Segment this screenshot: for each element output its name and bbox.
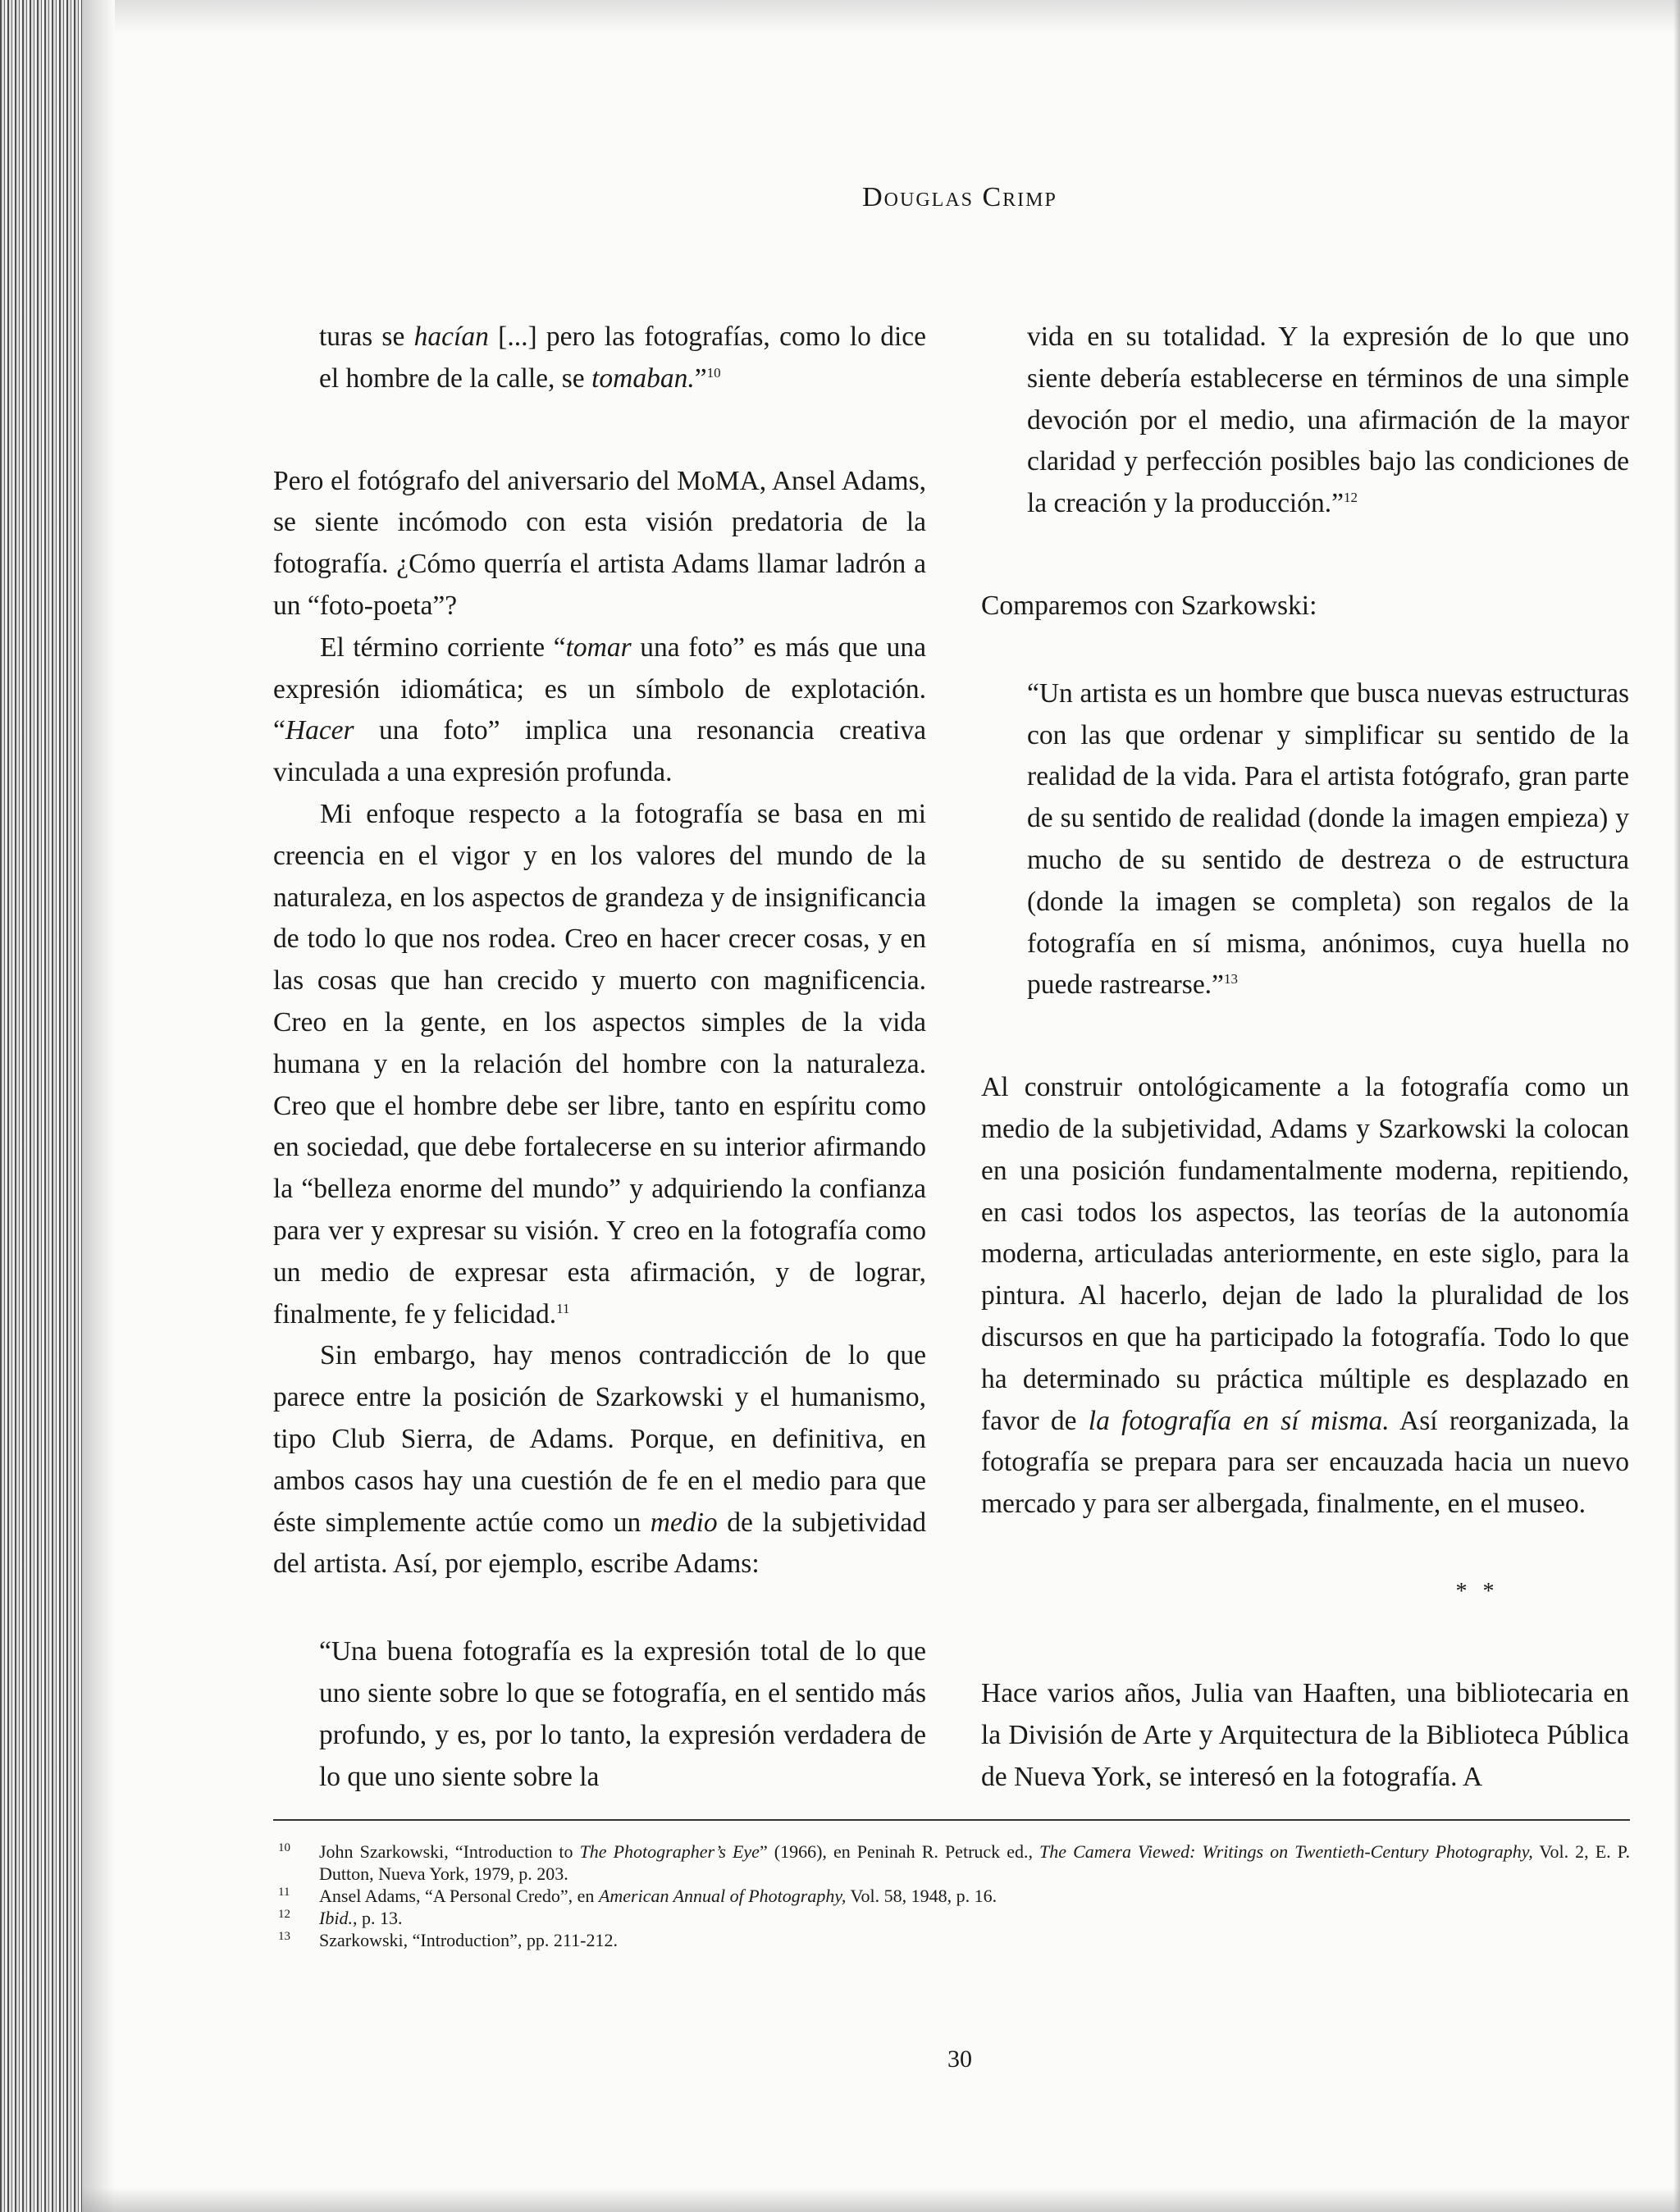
text-run: , p. 13. [352,1908,403,1928]
paragraph [981,1673,1629,1798]
text-run: Vol. 58, 1948, p. 16. [846,1886,998,1906]
scan-top-edge [115,0,1680,33]
text-run: Mi enfoque respecto a la fotografía se basa en mi creencia en el vigor y en los valores del mundo de la naturaleza, en los aspectos de grandeza y de insignificancia de todo lo que nos rodea. Creo en hacer crecer cosas, y en las cosas que han crecido y muerto con magnificencia. Creo en la gente, en los aspectos simples de la vida humana y en la relación del hombre con la naturaleza. Creo que el hombre debe ser libre, tanto en espíritu como en sociedad, que debe fortalecerse en su interior afirmando la “belleza enorme del mundo” y adquiriendo la confianza para ver y expresar su visión. Y creo en la fotografía como un medio de expresar esta afirmación, y de lograr, finalmente, fe y felicidad. [273,798,926,1329]
paragraph [273,794,926,1335]
paragraph-gap [273,1585,926,1631]
paragraph-gap [273,400,926,461]
text-run: ” [694,363,707,394]
italic-text: The Camera Viewed: Writings on Twentieth-Century Photography, [1039,1841,1533,1862]
text-run: Hace varios años, Julia van Haaften, una bibliotecaria en la División de Arte y Arquitectura de la Biblioteca Pública de Nueva York, se interesó en la fotografía. A [981,1677,1629,1792]
footnote [273,1885,1630,1907]
footnote [273,1929,1630,1951]
paragraph-gap [981,1526,1629,1571]
text-run: Vol. 2, E. P. Dutton, Nueva York, 1979, p. 203. [319,1841,1630,1884]
scan-right-edge [1673,0,1680,2212]
footnote-number: 11 [278,1886,290,1899]
text-run: Pero el fotógrafo del aniversario del MoMA, Ansel Adams, se siente incómodo con esta visión predatoria de la fotografía. ¿Cómo querría el artista Adams llamar ladrón a un “foto-poeta”? [273,465,926,621]
block-quote [273,1631,926,1798]
text-run: John Szarkowski, “Introduction to [319,1841,580,1862]
section-separator [981,1571,1629,1612]
footnote-number: 12 [278,1908,290,1921]
footnote-number: 13 [278,1930,290,1943]
text-run: “Una buena fotografía es la expresión total de lo que uno siente sobre lo que se fotografía, en el sentido más profundo, y es, por lo tanto, la expresión verdadera de lo que uno siente sobre la [319,1636,926,1792]
text-run: una foto” es más que una expresión idiomática; es un símbolo de explotación. “ [273,632,926,746]
block-quote [273,317,926,400]
footnote-reference: 13 [1223,971,1238,987]
italic-text: tomaban. [591,363,695,394]
paragraph [981,1067,1629,1526]
paragraph [273,461,926,627]
page-number: 30 [947,2046,972,2073]
italic-text: Ibid. [319,1908,353,1928]
italic-text: la fotografía en sí misma. [1088,1405,1390,1436]
paragraph-gap [981,1006,1629,1067]
text-run: * * [1455,1578,1500,1604]
text-run: Al construir ontológicamente a la fotografía como un medio de la subjetividad, Adams y Szarkowski la colocan en una posición fundamentalmente moderna, repitiendo, en casi todos los aspectos, las teorías de la autonomía moderna, articuladas anteriormente, en este siglo, para la pintura. Al hacerlo, dejan de lado la pluralidad de los discursos en que ha participado la fotografía. Todo lo que ha determinado su práctica múltiple es desplazado en favor de [981,1072,1629,1436]
book-binding-edge [0,0,82,2212]
text-run: El término corriente “ [320,632,566,663]
text-run: turas se [319,322,414,352]
running-head: Douglas Crimp [862,182,1057,212]
footnotes [273,1840,1630,1951]
left-text-column [273,317,926,1798]
paragraph [273,1335,926,1585]
italic-text: American Annual of Photography, [598,1886,847,1906]
italic-text: hacían [413,322,489,352]
footnote [273,1840,1630,1885]
text-run: Sin embargo, hay menos contradicción de lo que parece entre la posición de Szarkowski y el humanismo, tipo Club Sierra, de Adams. Porque, en definitiva, en ambos casos hay una cuestión de fe en el medio para que éste simplemente actúe como un [273,1340,926,1538]
right-text-column [981,317,1629,1798]
footnote-reference: 12 [1344,490,1358,506]
paragraph-gap [981,525,1629,586]
italic-text: Hacer [285,715,354,746]
italic-text: tomar [565,632,632,663]
paragraph-gap [981,627,1629,673]
text-run: Así reorganizada, la fotografía se prepara para ser encauzada hacia un nuevo mercado y para ser albergada, finalmente, en el museo. [981,1405,1629,1520]
footnote-reference: 11 [556,1300,570,1316]
paragraph [273,627,926,794]
text-run: una foto” implica una resonancia creativa vinculada a una expresión profunda. [273,715,926,788]
paragraph-gap [981,1612,1629,1673]
block-quote [981,317,1629,525]
text-run: ” (1966), en Peninah R. Petruck ed., [759,1841,1040,1862]
paragraph [981,586,1629,627]
footnote [273,1907,1630,1929]
block-quote [981,673,1629,1006]
binding-shadow [82,0,115,2212]
text-run: Szarkowski, “Introduction”, pp. 211-212. [319,1930,618,1950]
text-run: de la subjetividad del artista. Así, por ejemplo, escribe Adams: [273,1507,926,1580]
footnote-number: 10 [278,1841,290,1854]
scan-bottom-edge [82,2187,1680,2212]
footnote-rule [273,1819,1630,1821]
footnote-reference: 10 [706,364,721,381]
text-run: Ansel Adams, “A Personal Credo”, en [319,1886,599,1906]
italic-text: The Photographer’s Eye [579,1841,760,1862]
text-run: vida en su totalidad. Y la expresión de lo que uno siente debería establecerse en términos de una simple devoción por el medio, una afirmación de la mayor claridad y perfección posibles bajo las condiciones de la creación y la producción.” [1027,322,1629,519]
text-run: Comparemos con Szarkowski: [981,590,1317,621]
italic-text: medio [650,1507,718,1538]
text-run: [...] pero las fotografías, como lo dice el hombre de la calle, se [319,322,927,394]
text-run: “Un artista es un hombre que busca nuevas estructuras con las que ordenar y simplificar su sentido de la realidad de la vida. Para el artista fotógrafo, gran parte de su sentido de realidad (donde la imagen empieza) y mucho de su sentido de destreza o de estructura (donde la imagen se completa) son regalos de la fotografía en sí misma, anónimos, cuya huella no puede rastrearse.” [1027,677,1629,1001]
